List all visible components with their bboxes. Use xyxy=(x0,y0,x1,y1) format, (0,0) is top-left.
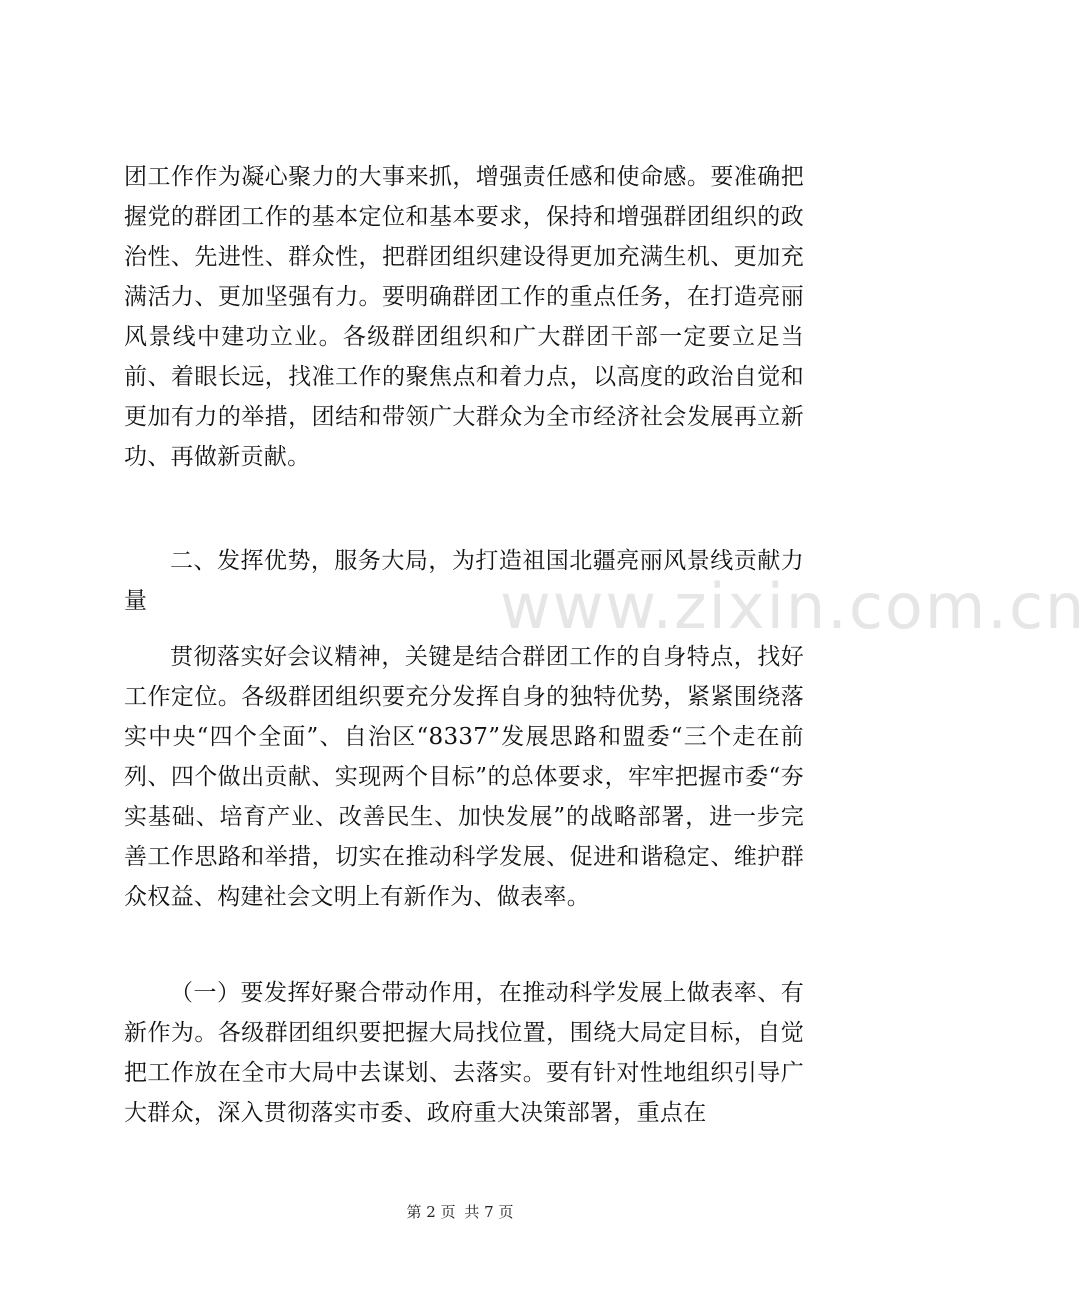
watermark: www.zixin.com.cn xyxy=(500,570,1086,643)
page-footer xyxy=(0,1201,920,1222)
section-heading-2: 二、发挥优势，服务大局，为打造祖国北疆亮丽风景线贡献力量 xyxy=(124,548,804,614)
paragraph-4: （一）要发挥好聚合带动作用，在推动科学发展上做表率、有新作为。各级群团组织要把握大局找位置，围绕大局定目标，自觉把工作放在全市大局中去谋划、去落实。要有针对性地组织引导广大群众，深入贯彻落实市委、政府重大决策部署，重点在 xyxy=(124,980,804,1126)
page-total: 共 7 页 xyxy=(464,1203,514,1221)
page-number: 第 2 页 xyxy=(406,1203,456,1221)
paragraph-3: 贯彻落实好会议精神，关键是结合群团工作的自身特点，找好工作定位。各级群团组织要充分发挥自身的独特优势，紧紧围绕落实中央“四个全面”、自治区“8337”发展思路和盟委“三个走在前列、四个做出贡献、实现两个目标”的总体要求，牢牢把握市委“夯实基础、培育产业、改善民生、加快发展”的战略部署，进一步完善工作思路和举措，切实在推动科学发展、促进和谐稳定、维护群众权益、构建社会文明上有新作为、做表率。 xyxy=(124,644,804,910)
paragraph-1: 团工作作为凝心聚力的大事来抓，增强责任感和使命感。要准确把握党的群团工作的基本定位和基本要求，保持和增强群团组织的政治性、先进性、群众性，把群团组织建设得更加充满生机、更加充满活力、更加坚强有力。要明确群团工作的重点任务，在打造亮丽风景线中建功立业。各级群团组织和广大群团干部一定要立足当前、着眼长远，找准工作的聚焦点和着力点，以高度的政治自觉和更加有力的举措，团结和带领广大群众为全市经济社会发展再立新功、再做新贡献。 xyxy=(124,164,804,470)
